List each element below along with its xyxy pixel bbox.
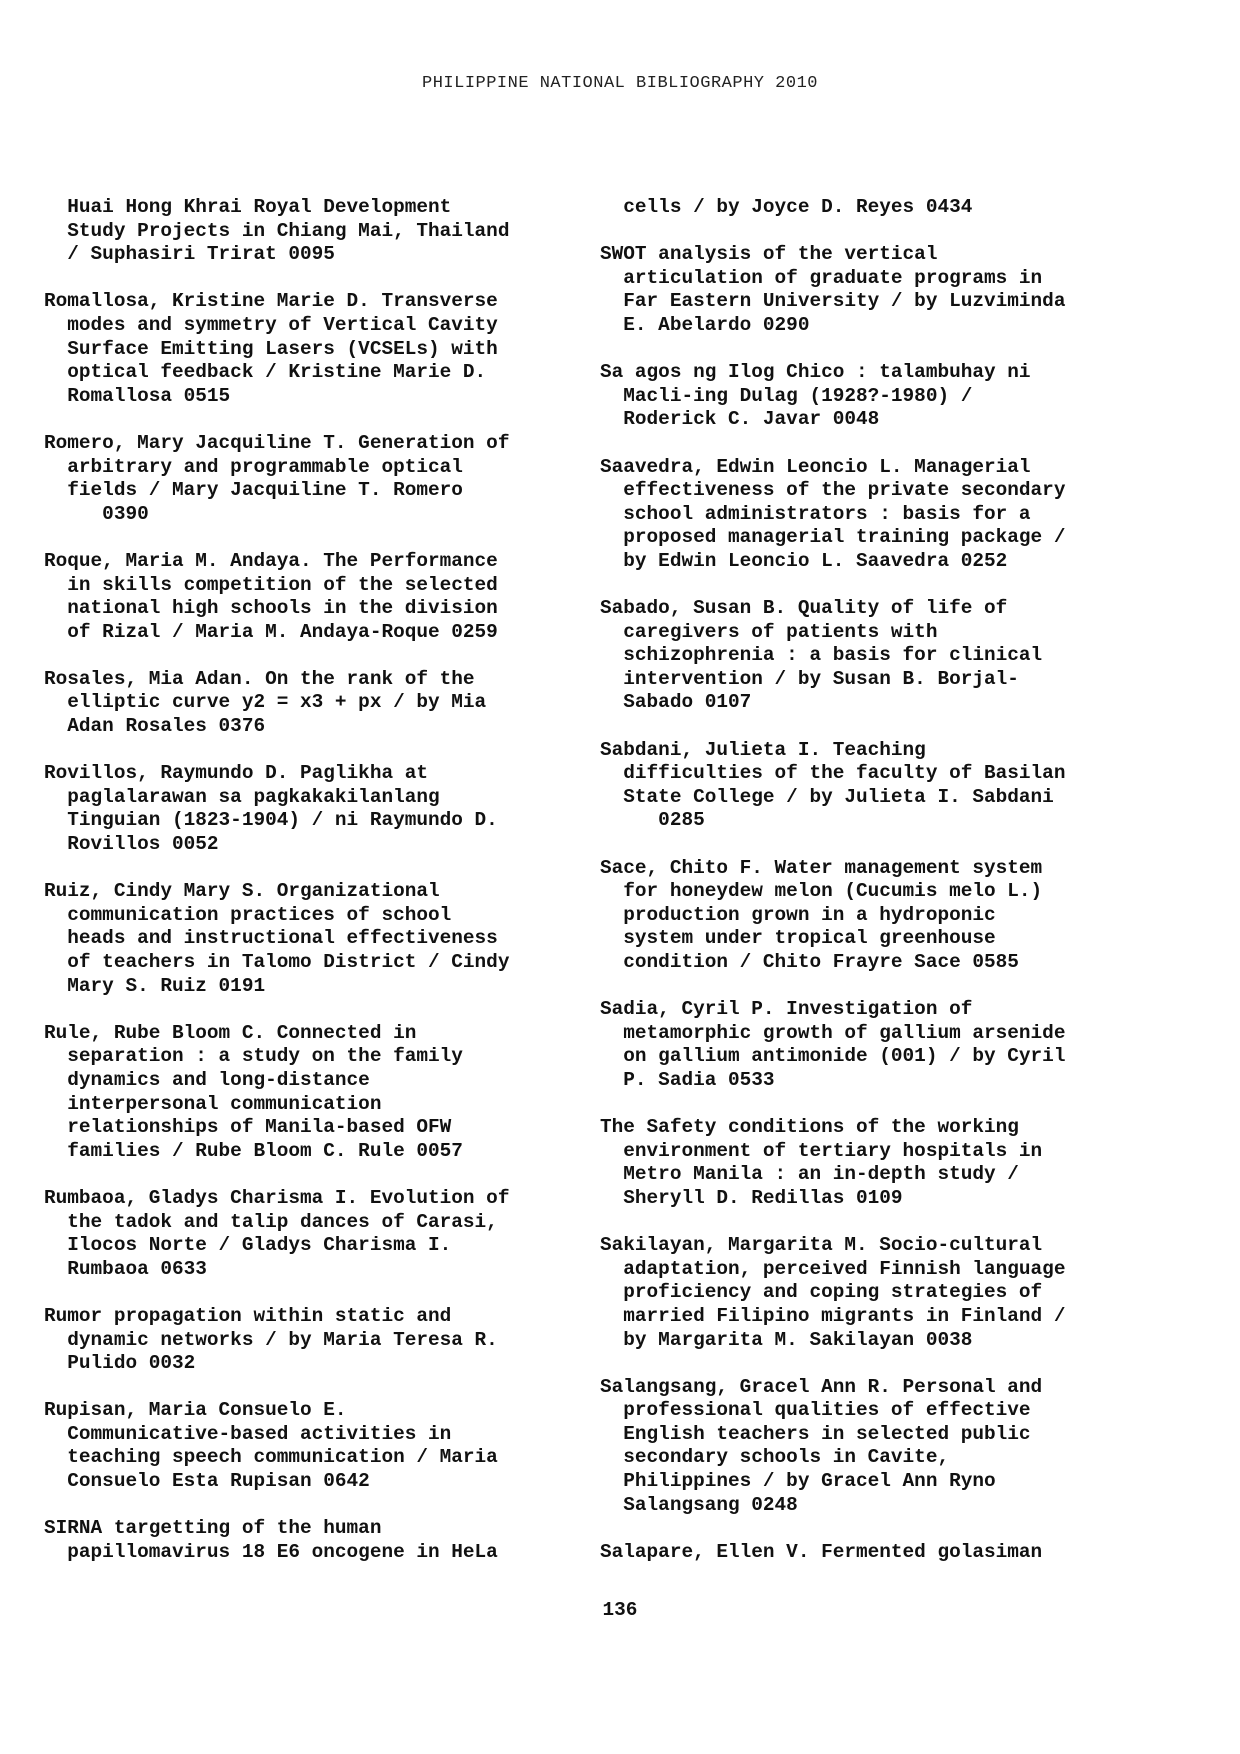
bibliography-entry: Sabado, Susan B. Quality of life of caregivers of patients with schizophrenia : a basis for clinical intervention / by Susan B. Borjal- Sabado 0107 (600, 597, 1043, 714)
bibliography-entry: Sabdani, Julieta I. Teaching difficulties of the faculty of Basilan State College / by Julieta I. Sabdani 0285 (600, 738, 1066, 832)
bibliography-entry: SIRNA targetting of the human papillomavirus 18 E6 oncogene in HeLa (44, 1517, 498, 1563)
bibliography-entry: Rosales, Mia Adan. On the rank of the elliptic curve y2 = x3 + px / by Mia Adan Rosales 0376 (44, 667, 487, 738)
running-header: PHILIPPINE NATIONAL BIBLIOGRAPHY 2010 (422, 74, 818, 93)
bibliography-entry: Huai Hong Khrai Royal Development Study Projects in Chiang Mai, Thailand / Suphasiri Trirat 0095 (67, 196, 510, 266)
bibliography-entry: Rupisan, Maria Consuelo E. Communicative-based activities in teaching speech communication / Maria Consuelo Esta Rupisan 0642 (44, 1399, 498, 1493)
bibliography-entry: Sadia, Cyril P. Investigation of metamorphic growth of gallium arsenide on gallium antimonide (001) / by Cyril P. Sadia 0533 (600, 998, 1066, 1091)
bibliography-entry: Rule, Rube Bloom C. Connected in separation : a study on the family dynamics and long-distance interpersonal communication relationships of Manila-based OFW families / Rube Bloom C. Rule 0057 (44, 1021, 463, 1162)
bibliography-entry: Sa agos ng Ilog Chico : talambuhay ni Macli-ing Dulag (1928?-1980) / Roderick C. Javar 0048 (600, 361, 1031, 431)
bibliography-entry: Romero, Mary Jacquiline T. Generation of arbitrary and programmable optical fields / Mary Jacquiline T. Romero 0390 (44, 431, 510, 525)
left-column (44, 196, 584, 1588)
page-number: 136 (602, 1599, 638, 1621)
bibliography-entry: Sace, Chito F. Water management system for honeydew melon (Cucumis melo L.) production grown in a hydroponic system under tropical greenhouse condition / Chito Frayre Sace 0585 (600, 856, 1043, 973)
bibliography-entry: SWOT analysis of the vertical articulation of graduate programs in Far Eastern University / by Luzviminda E. Abelardo 0290 (600, 243, 1066, 336)
bibliography-entry: Rumor propagation within static and dynamic networks / by Maria Teresa R. Pulido 0032 (44, 1304, 498, 1375)
bibliography-entry: Ruiz, Cindy Mary S. Organizational communication practices of school heads and instructional effectiveness of teachers in Talomo District / Cindy Mary S. Ruiz 0191 (44, 880, 510, 997)
bibliography-entry: Roque, Maria M. Andaya. The Performance in skills competition of the selected national high schools in the division of Rizal / Maria M. Andaya-Roque 0259 (44, 549, 498, 643)
bibliography-entry: The Safety conditions of the working environment of tertiary hospitals in Metro Manila : an in-depth study / Sheryll D. Redillas 0109 (600, 1116, 1043, 1209)
bibliography-entry: Saavedra, Edwin Leoncio L. Managerial effectiveness of the private secondary school administrators : basis for a proposed managerial training package / by Edwin Leoncio L. Saavedra 0252 (600, 455, 1066, 572)
bibliography-entry: Rumbaoa, Gladys Charisma I. Evolution of the tadok and talip dances of Carasi, Ilocos Norte / Gladys Charisma I. Rumbaoa 0633 (44, 1186, 510, 1280)
bibliography-entry: Salangsang, Gracel Ann R. Personal and professional qualities of effective English teachers in selected public secondary schools in Cavite, Philippines / by Gracel Ann Ryno Salangsang 0248 (600, 1375, 1043, 1516)
bibliography-entry: Romallosa, Kristine Marie D. Transverse modes and symmetry of Vertical Cavity Surface Emitting Lasers (VCSELs) with optical feedback / Kristine Marie D. Romallosa 0515 (44, 290, 498, 407)
bibliography-entry: Sakilayan, Margarita M. Socio-cultural adaptation, perceived Finnish language proficiency and coping strategies of married Filipino migrants in Finland / by Margarita M. Sakilayan 0038 (600, 1234, 1066, 1351)
bibliography-entry: Salapare, Ellen V. Fermented golasiman (600, 1540, 1043, 1563)
bibliography-entry: cells / by Joyce D. Reyes 0434 (600, 196, 973, 218)
bibliography-entry: Rovillos, Raymundo D. Paglikha at paglalarawan sa pagkakakilanlang Tinguian (1823-1904) / ni Raymundo D. Rovillos 0052 (44, 762, 498, 856)
right-column (600, 196, 1140, 1588)
